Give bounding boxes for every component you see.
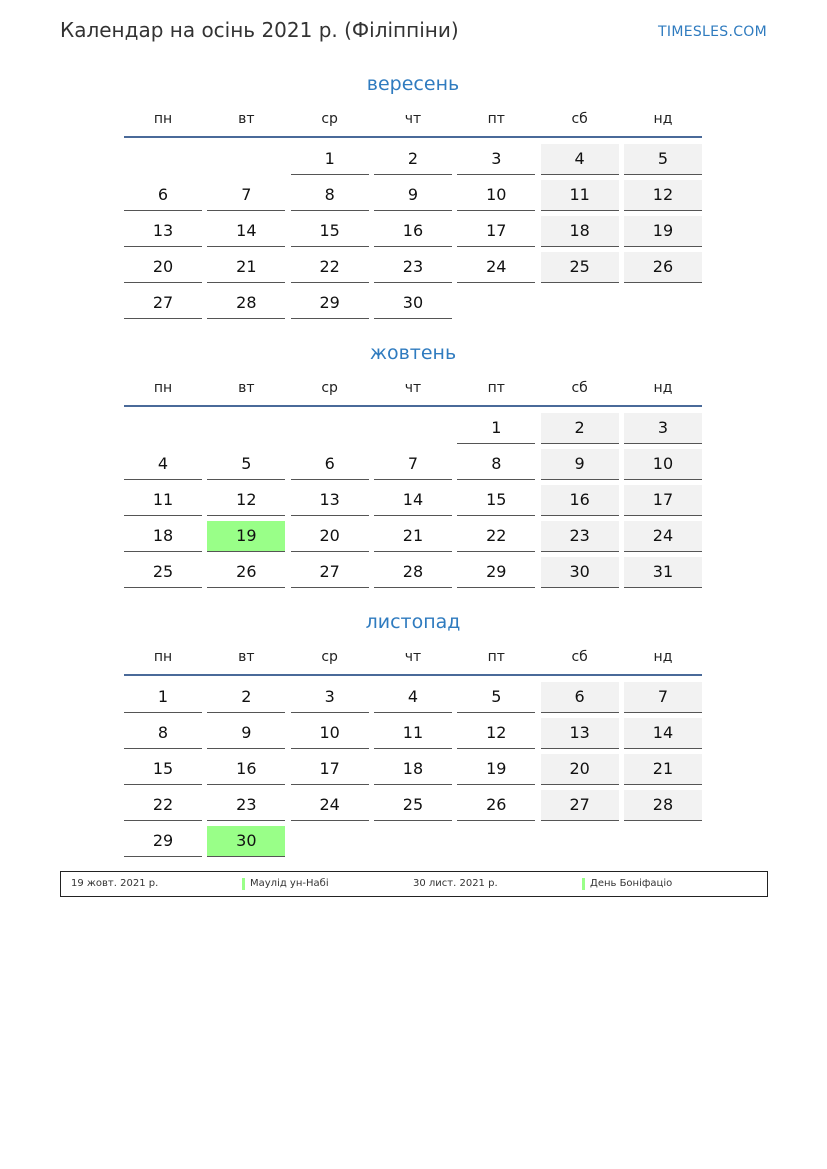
weekday-label: нд <box>653 380 673 396</box>
day-cell: 1 <box>457 413 535 444</box>
day-cell: 29 <box>291 288 369 319</box>
day-cell: 14 <box>207 216 285 247</box>
empty-day-cell <box>457 826 535 857</box>
empty-day-cell <box>291 413 369 444</box>
empty-day-cell <box>291 826 369 857</box>
weekday-header <box>124 377 702 407</box>
month-title: листопад <box>365 611 461 633</box>
day-cell: 28 <box>374 557 452 588</box>
day-cell: 18 <box>124 521 202 552</box>
day-cell: 13 <box>541 718 619 749</box>
weekday-label: ср <box>321 111 338 127</box>
day-cell: 5 <box>207 449 285 480</box>
day-cell: 7 <box>207 180 285 211</box>
weekday-label: пн <box>153 380 173 396</box>
weekday-header <box>124 108 702 138</box>
day-cell: 17 <box>291 754 369 785</box>
page-title: Календар на осінь 2021 р. (Філіппіни) <box>60 18 459 42</box>
weekday-label: вт <box>238 111 255 127</box>
day-cell: 9 <box>541 449 619 480</box>
day-cell: 6 <box>541 682 619 713</box>
week-row <box>124 826 702 857</box>
holiday-day-cell: 30 <box>207 826 285 857</box>
empty-day-cell <box>124 413 202 444</box>
day-cell: 7 <box>624 682 702 713</box>
day-cell: 6 <box>291 449 369 480</box>
weekday-label: сб <box>571 111 588 127</box>
day-cell: 7 <box>374 449 452 480</box>
day-cell: 25 <box>124 557 202 588</box>
month-block <box>124 70 702 324</box>
week-row <box>124 180 702 211</box>
day-cell: 22 <box>291 252 369 283</box>
weekday-label: пт <box>487 111 505 127</box>
day-cell: 3 <box>624 413 702 444</box>
weekday-label: чт <box>404 380 422 396</box>
legend-holiday-name: Маулід ун-Набі <box>250 878 329 889</box>
weekday-label: вт <box>238 380 255 396</box>
day-cell: 21 <box>374 521 452 552</box>
day-cell: 5 <box>457 682 535 713</box>
legend-holiday-marker <box>582 878 585 890</box>
day-cell: 12 <box>207 485 285 516</box>
week-row <box>124 557 702 588</box>
day-cell: 30 <box>374 288 452 319</box>
day-cell: 27 <box>291 557 369 588</box>
week-row <box>124 216 702 247</box>
day-cell: 11 <box>541 180 619 211</box>
weekday-label: ср <box>321 380 338 396</box>
day-cell: 24 <box>457 252 535 283</box>
week-row <box>124 682 702 713</box>
weekday-label: ср <box>321 649 338 665</box>
day-cell: 10 <box>291 718 369 749</box>
day-cell: 17 <box>457 216 535 247</box>
empty-day-cell <box>457 288 535 319</box>
site-brand-link[interactable]: TIMESLES.COM <box>658 24 767 40</box>
day-cell: 2 <box>207 682 285 713</box>
empty-day-cell <box>624 288 702 319</box>
day-cell: 27 <box>541 790 619 821</box>
day-cell: 10 <box>624 449 702 480</box>
month-title: жовтень <box>369 342 457 364</box>
day-cell: 15 <box>124 754 202 785</box>
day-cell: 28 <box>207 288 285 319</box>
weekday-label: вт <box>238 649 255 665</box>
day-cell: 20 <box>541 754 619 785</box>
week-row <box>124 521 702 552</box>
day-cell: 28 <box>624 790 702 821</box>
day-cell: 1 <box>124 682 202 713</box>
day-cell: 16 <box>374 216 452 247</box>
day-cell: 2 <box>374 144 452 175</box>
day-cell: 16 <box>541 485 619 516</box>
day-cell: 4 <box>374 682 452 713</box>
day-cell: 11 <box>374 718 452 749</box>
day-cell: 24 <box>291 790 369 821</box>
day-cell: 9 <box>207 718 285 749</box>
week-row <box>124 144 702 175</box>
weekday-label: нд <box>653 649 673 665</box>
day-cell: 14 <box>374 485 452 516</box>
weekday-label: пн <box>153 649 173 665</box>
day-cell: 4 <box>541 144 619 175</box>
weekday-label: сб <box>571 649 588 665</box>
day-cell: 25 <box>374 790 452 821</box>
day-cell: 30 <box>541 557 619 588</box>
weekday-label: чт <box>404 649 422 665</box>
day-cell: 20 <box>124 252 202 283</box>
month-block <box>124 339 702 593</box>
weekday-label: сб <box>571 380 588 396</box>
holiday-day-cell: 19 <box>207 521 285 552</box>
day-cell: 2 <box>541 413 619 444</box>
empty-day-cell <box>541 826 619 857</box>
day-cell: 10 <box>457 180 535 211</box>
day-cell: 23 <box>541 521 619 552</box>
week-row <box>124 413 702 444</box>
day-cell: 14 <box>624 718 702 749</box>
day-cell: 15 <box>291 216 369 247</box>
week-row <box>124 288 702 319</box>
weekday-label: чт <box>404 111 422 127</box>
weekday-label: пт <box>487 380 505 396</box>
legend-holiday-name: День Боніфаціо <box>590 878 673 889</box>
empty-day-cell <box>374 413 452 444</box>
week-row <box>124 485 702 516</box>
day-cell: 19 <box>624 216 702 247</box>
day-cell: 21 <box>624 754 702 785</box>
day-cell: 29 <box>124 826 202 857</box>
week-row <box>124 252 702 283</box>
legend-date: 19 жовт. 2021 р. <box>71 878 159 889</box>
weekday-label: нд <box>653 111 673 127</box>
day-cell: 8 <box>457 449 535 480</box>
day-cell: 25 <box>541 252 619 283</box>
day-cell: 18 <box>374 754 452 785</box>
month-title: вересень <box>366 73 460 95</box>
day-cell: 19 <box>457 754 535 785</box>
month-block <box>124 608 702 862</box>
week-row <box>124 754 702 785</box>
empty-day-cell <box>207 413 285 444</box>
day-cell: 8 <box>291 180 369 211</box>
day-cell: 26 <box>207 557 285 588</box>
week-row <box>124 718 702 749</box>
day-cell: 5 <box>624 144 702 175</box>
day-cell: 26 <box>457 790 535 821</box>
day-cell: 16 <box>207 754 285 785</box>
day-cell: 13 <box>124 216 202 247</box>
empty-day-cell <box>624 826 702 857</box>
empty-day-cell <box>207 144 285 175</box>
legend-date: 30 лист. 2021 р. <box>413 878 498 889</box>
holiday-legend <box>60 871 768 897</box>
day-cell: 12 <box>624 180 702 211</box>
empty-day-cell <box>374 826 452 857</box>
day-cell: 31 <box>624 557 702 588</box>
day-cell: 23 <box>374 252 452 283</box>
day-cell: 8 <box>124 718 202 749</box>
day-cell: 23 <box>207 790 285 821</box>
day-cell: 22 <box>124 790 202 821</box>
day-cell: 6 <box>124 180 202 211</box>
day-cell: 18 <box>541 216 619 247</box>
week-row <box>124 790 702 821</box>
weekday-header <box>124 646 702 676</box>
day-cell: 27 <box>124 288 202 319</box>
day-cell: 17 <box>624 485 702 516</box>
day-cell: 9 <box>374 180 452 211</box>
day-cell: 29 <box>457 557 535 588</box>
day-cell: 21 <box>207 252 285 283</box>
week-row <box>124 449 702 480</box>
day-cell: 4 <box>124 449 202 480</box>
day-cell: 3 <box>457 144 535 175</box>
weekday-label: пт <box>487 649 505 665</box>
day-cell: 26 <box>624 252 702 283</box>
day-cell: 13 <box>291 485 369 516</box>
empty-day-cell <box>541 288 619 319</box>
weekday-label: пн <box>153 111 173 127</box>
day-cell: 11 <box>124 485 202 516</box>
day-cell: 15 <box>457 485 535 516</box>
empty-day-cell <box>124 144 202 175</box>
day-cell: 22 <box>457 521 535 552</box>
day-cell: 24 <box>624 521 702 552</box>
day-cell: 3 <box>291 682 369 713</box>
day-cell: 20 <box>291 521 369 552</box>
legend-holiday-marker <box>242 878 245 890</box>
day-cell: 1 <box>291 144 369 175</box>
day-cell: 12 <box>457 718 535 749</box>
